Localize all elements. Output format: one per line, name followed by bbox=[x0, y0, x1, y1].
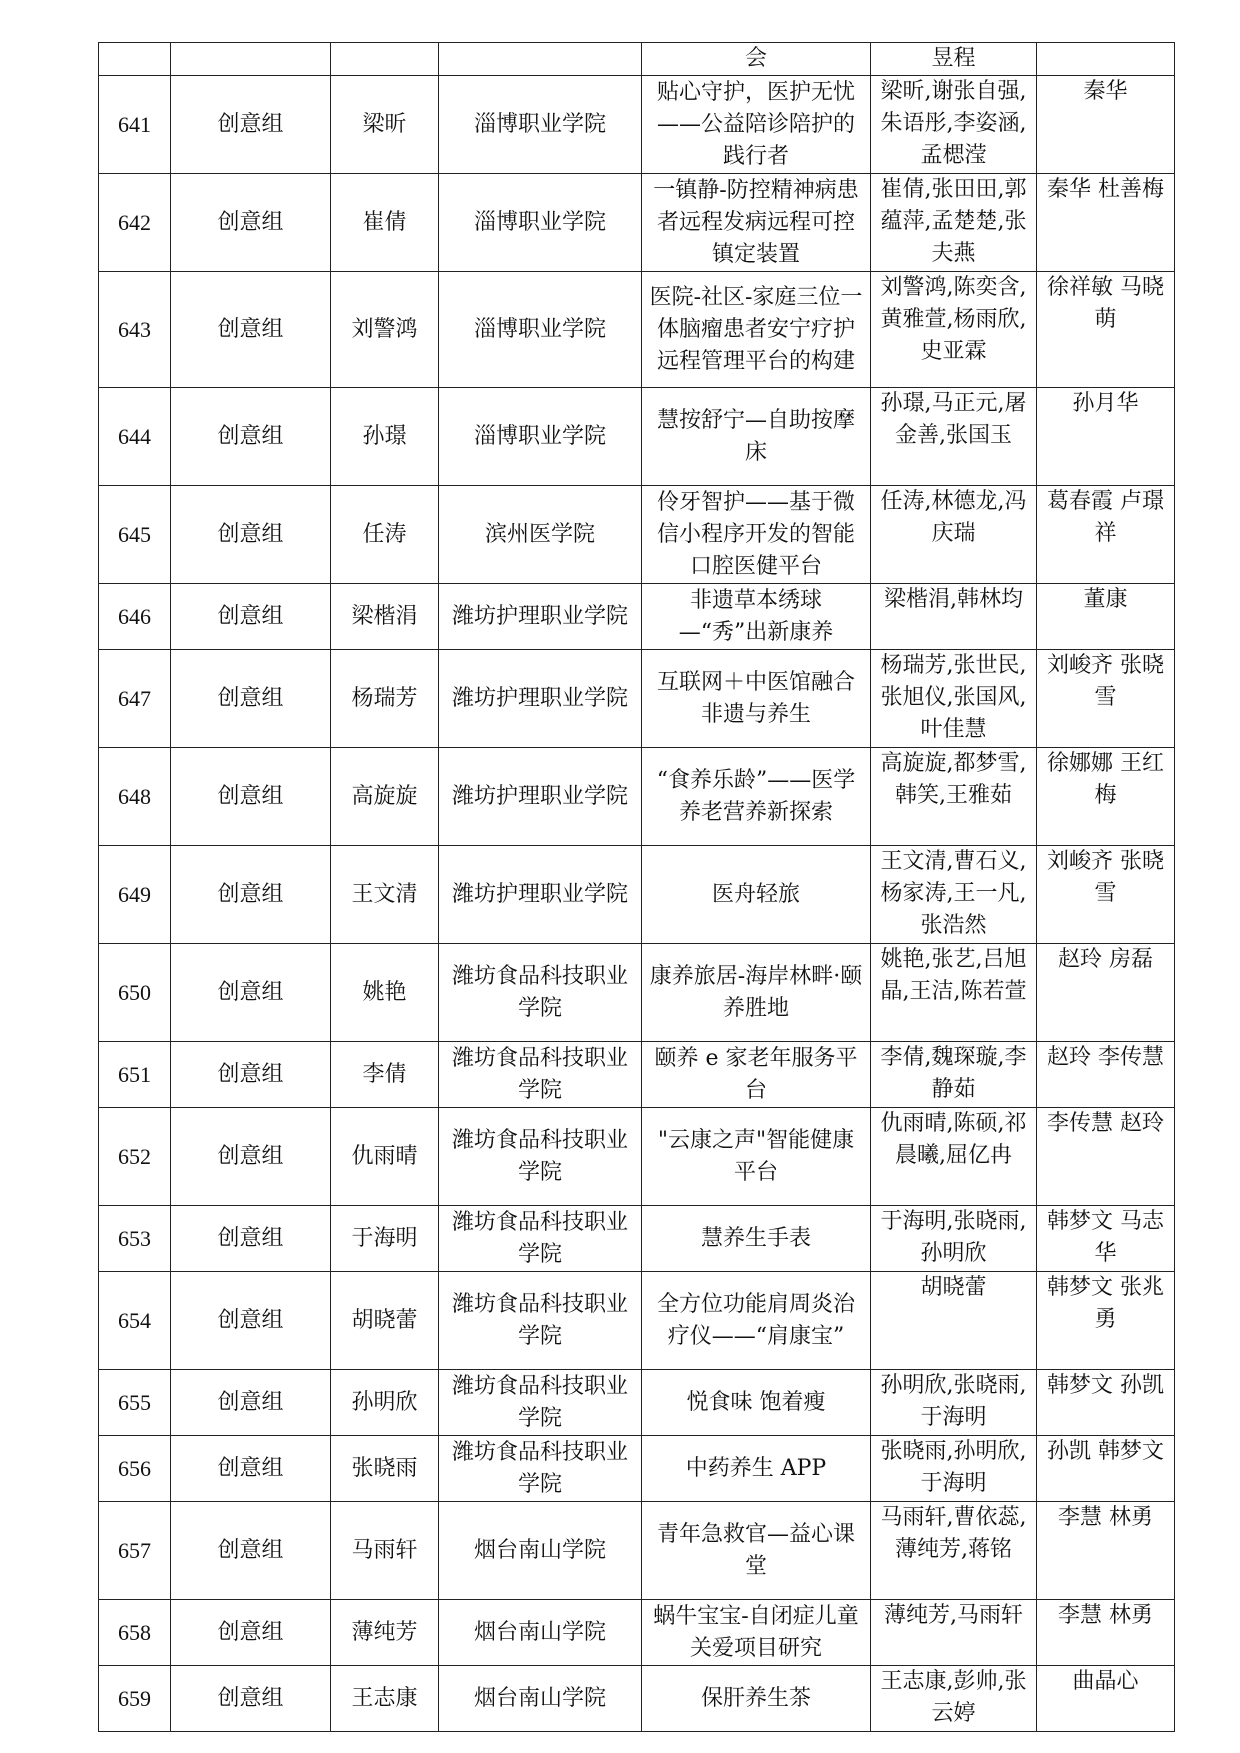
row-number-cell: 643 bbox=[99, 272, 171, 388]
leader-cell: 孙明欣 bbox=[331, 1370, 439, 1436]
school-cell: 烟台南山学院 bbox=[439, 1666, 642, 1732]
header-cell-no bbox=[99, 43, 171, 76]
table-row bbox=[99, 1042, 1175, 1108]
group-cell: 创意组 bbox=[171, 174, 331, 272]
header-row bbox=[99, 43, 1175, 76]
header-cell-advisor bbox=[1037, 43, 1175, 76]
advisor-cell: 孙凯 韩梦文 bbox=[1037, 1436, 1175, 1502]
advisor-cell: 李传慧 赵玲 bbox=[1037, 1108, 1175, 1206]
table-row bbox=[99, 1206, 1175, 1272]
school-cell: 潍坊护理职业学院 bbox=[439, 650, 642, 748]
table-row bbox=[99, 272, 1175, 388]
project-cell: "云康之声"智能健康平台 bbox=[642, 1108, 871, 1206]
advisor-cell: 韩梦文 孙凯 bbox=[1037, 1370, 1175, 1436]
school-cell: 潍坊食品科技职业学院 bbox=[439, 1042, 642, 1108]
leader-cell: 姚艳 bbox=[331, 944, 439, 1042]
school-cell: 烟台南山学院 bbox=[439, 1600, 642, 1666]
project-cell: 青年急救官—益心课堂 bbox=[642, 1502, 871, 1600]
header-cell-project: 会 bbox=[642, 43, 871, 76]
leader-cell: 李倩 bbox=[331, 1042, 439, 1108]
school-cell: 潍坊食品科技职业学院 bbox=[439, 1206, 642, 1272]
table-row bbox=[99, 1666, 1175, 1732]
advisor-cell: 秦华 杜善梅 bbox=[1037, 174, 1175, 272]
project-cell: 医院-社区-家庭三位一体脑瘤患者安宁疗护远程管理平台的构建 bbox=[642, 272, 871, 388]
school-cell: 潍坊食品科技职业学院 bbox=[439, 1272, 642, 1370]
table-row bbox=[99, 1502, 1175, 1600]
school-cell: 烟台南山学院 bbox=[439, 1502, 642, 1600]
group-cell: 创意组 bbox=[171, 1272, 331, 1370]
row-number-cell: 656 bbox=[99, 1436, 171, 1502]
project-cell: 全方位功能肩周炎治疗仪——“肩康宝” bbox=[642, 1272, 871, 1370]
group-cell: 创意组 bbox=[171, 1206, 331, 1272]
table-row bbox=[99, 1436, 1175, 1502]
school-cell: 潍坊护理职业学院 bbox=[439, 846, 642, 944]
leader-cell: 崔倩 bbox=[331, 174, 439, 272]
advisor-cell: 曲晶心 bbox=[1037, 1666, 1175, 1732]
leader-cell: 薄纯芳 bbox=[331, 1600, 439, 1666]
leader-cell: 胡晓蕾 bbox=[331, 1272, 439, 1370]
school-cell: 淄博职业学院 bbox=[439, 272, 642, 388]
project-cell: 颐养 e 家老年服务平台 bbox=[642, 1042, 871, 1108]
leader-cell: 杨瑞芳 bbox=[331, 650, 439, 748]
group-cell: 创意组 bbox=[171, 846, 331, 944]
row-number-cell: 649 bbox=[99, 846, 171, 944]
project-cell: 慧按舒宁—自助按摩床 bbox=[642, 388, 871, 486]
group-cell: 创意组 bbox=[171, 1370, 331, 1436]
project-cell: “食养乐龄”——医学养老营养新探索 bbox=[642, 748, 871, 846]
project-cell: 悦食味 饱着瘦 bbox=[642, 1370, 871, 1436]
leader-cell: 张晓雨 bbox=[331, 1436, 439, 1502]
group-cell: 创意组 bbox=[171, 1666, 331, 1732]
members-cell: 王志康,彭帅,张云婷 bbox=[871, 1666, 1037, 1732]
table-row bbox=[99, 1370, 1175, 1436]
leader-cell: 梁楷涓 bbox=[331, 584, 439, 650]
group-cell: 创意组 bbox=[171, 584, 331, 650]
table-row bbox=[99, 174, 1175, 272]
row-number-cell: 655 bbox=[99, 1370, 171, 1436]
row-number-cell: 652 bbox=[99, 1108, 171, 1206]
project-cell: 一镇静-防控精神病患者远程发病远程可控镇定装置 bbox=[642, 174, 871, 272]
members-cell: 李倩,魏琛璇,李静茹 bbox=[871, 1042, 1037, 1108]
table-row bbox=[99, 944, 1175, 1042]
school-cell: 潍坊食品科技职业学院 bbox=[439, 1108, 642, 1206]
advisor-cell: 徐娜娜 王红梅 bbox=[1037, 748, 1175, 846]
row-number-cell: 647 bbox=[99, 650, 171, 748]
row-number-cell: 657 bbox=[99, 1502, 171, 1600]
project-cell: 保肝养生茶 bbox=[642, 1666, 871, 1732]
school-cell: 淄博职业学院 bbox=[439, 388, 642, 486]
table-body bbox=[99, 43, 1175, 1732]
award-list-table bbox=[98, 42, 1175, 1732]
school-cell: 淄博职业学院 bbox=[439, 76, 642, 174]
advisor-cell: 葛春霞 卢璟祥 bbox=[1037, 486, 1175, 584]
group-cell: 创意组 bbox=[171, 650, 331, 748]
row-number-cell: 651 bbox=[99, 1042, 171, 1108]
school-cell: 潍坊食品科技职业学院 bbox=[439, 1370, 642, 1436]
header-cell-group bbox=[171, 43, 331, 76]
leader-cell: 王文清 bbox=[331, 846, 439, 944]
members-cell: 仇雨晴,陈硕,祁晨曦,屈亿冉 bbox=[871, 1108, 1037, 1206]
leader-cell: 于海明 bbox=[331, 1206, 439, 1272]
members-cell: 张晓雨,孙明欣,于海明 bbox=[871, 1436, 1037, 1502]
advisor-cell: 刘峻齐 张晓雪 bbox=[1037, 650, 1175, 748]
group-cell: 创意组 bbox=[171, 1436, 331, 1502]
table-row bbox=[99, 650, 1175, 748]
advisor-cell: 赵玲 房磊 bbox=[1037, 944, 1175, 1042]
members-cell: 梁楷涓,韩林均 bbox=[871, 584, 1037, 650]
table-row bbox=[99, 1600, 1175, 1666]
advisor-cell: 孙月华 bbox=[1037, 388, 1175, 486]
members-cell: 高旋旋,都梦雪,韩笑,王雅茹 bbox=[871, 748, 1037, 846]
advisor-cell: 刘峻齐 张晓雪 bbox=[1037, 846, 1175, 944]
members-cell: 马雨轩,曹依蕊,薄纯芳,蒋铭 bbox=[871, 1502, 1037, 1600]
advisor-cell: 韩梦文 马志华 bbox=[1037, 1206, 1175, 1272]
project-cell: 中药养生 APP bbox=[642, 1436, 871, 1502]
members-cell: 梁昕,谢张自强,朱语彤,李姿涵,孟楒滢 bbox=[871, 76, 1037, 174]
group-cell: 创意组 bbox=[171, 272, 331, 388]
project-cell: 伶牙智护——基于微信小程序开发的智能口腔医健平台 bbox=[642, 486, 871, 584]
row-number-cell: 659 bbox=[99, 1666, 171, 1732]
row-number-cell: 642 bbox=[99, 174, 171, 272]
school-cell: 潍坊护理职业学院 bbox=[439, 748, 642, 846]
school-cell: 潍坊食品科技职业学院 bbox=[439, 944, 642, 1042]
row-number-cell: 645 bbox=[99, 486, 171, 584]
school-cell: 淄博职业学院 bbox=[439, 174, 642, 272]
row-number-cell: 644 bbox=[99, 388, 171, 486]
school-cell: 滨州医学院 bbox=[439, 486, 642, 584]
row-number-cell: 658 bbox=[99, 1600, 171, 1666]
advisor-cell: 秦华 bbox=[1037, 76, 1175, 174]
project-cell: 慧养生手表 bbox=[642, 1206, 871, 1272]
leader-cell: 仇雨晴 bbox=[331, 1108, 439, 1206]
row-number-cell: 653 bbox=[99, 1206, 171, 1272]
leader-cell: 王志康 bbox=[331, 1666, 439, 1732]
advisor-cell: 徐祥敏 马晓萌 bbox=[1037, 272, 1175, 388]
group-cell: 创意组 bbox=[171, 1042, 331, 1108]
advisor-cell: 董康 bbox=[1037, 584, 1175, 650]
table-row bbox=[99, 748, 1175, 846]
row-number-cell: 641 bbox=[99, 76, 171, 174]
members-cell: 薄纯芳,马雨轩 bbox=[871, 1600, 1037, 1666]
group-cell: 创意组 bbox=[171, 486, 331, 584]
project-cell: 医舟轻旅 bbox=[642, 846, 871, 944]
group-cell: 创意组 bbox=[171, 388, 331, 486]
members-cell: 孙明欣,张晓雨,于海明 bbox=[871, 1370, 1037, 1436]
members-cell: 崔倩,张田田,郭蕴萍,孟楚楚,张夫燕 bbox=[871, 174, 1037, 272]
members-cell: 胡晓蕾 bbox=[871, 1272, 1037, 1370]
header-cell-leader bbox=[331, 43, 439, 76]
group-cell: 创意组 bbox=[171, 1108, 331, 1206]
members-cell: 任涛,林德龙,冯庆瑞 bbox=[871, 486, 1037, 584]
group-cell: 创意组 bbox=[171, 1502, 331, 1600]
project-cell: 蜗牛宝宝-自闭症儿童关爱项目研究 bbox=[642, 1600, 871, 1666]
group-cell: 创意组 bbox=[171, 944, 331, 1042]
leader-cell: 任涛 bbox=[331, 486, 439, 584]
advisor-cell: 韩梦文 张兆勇 bbox=[1037, 1272, 1175, 1370]
advisor-cell: 李慧 林勇 bbox=[1037, 1502, 1175, 1600]
table-row bbox=[99, 1272, 1175, 1370]
project-cell: 贴心守护，医护无忧——公益陪诊陪护的践行者 bbox=[642, 76, 871, 174]
group-cell: 创意组 bbox=[171, 748, 331, 846]
members-cell: 杨瑞芳,张世民,张旭仪,张国风,叶佳慧 bbox=[871, 650, 1037, 748]
members-cell: 王文清,曹石义,杨家涛,王一凡,张浩然 bbox=[871, 846, 1037, 944]
table-row bbox=[99, 486, 1175, 584]
leader-cell: 高旋旋 bbox=[331, 748, 439, 846]
members-cell: 姚艳,张艺,吕旭晶,王洁,陈若萱 bbox=[871, 944, 1037, 1042]
table-row bbox=[99, 584, 1175, 650]
project-cell: 非遗草本绣球—“秀”出新康养 bbox=[642, 584, 871, 650]
leader-cell: 梁昕 bbox=[331, 76, 439, 174]
table-row bbox=[99, 76, 1175, 174]
row-number-cell: 650 bbox=[99, 944, 171, 1042]
group-cell: 创意组 bbox=[171, 76, 331, 174]
group-cell: 创意组 bbox=[171, 1600, 331, 1666]
table-row bbox=[99, 1108, 1175, 1206]
row-number-cell: 646 bbox=[99, 584, 171, 650]
leader-cell: 刘警鸿 bbox=[331, 272, 439, 388]
school-cell: 潍坊食品科技职业学院 bbox=[439, 1436, 642, 1502]
school-cell: 潍坊护理职业学院 bbox=[439, 584, 642, 650]
project-cell: 康养旅居-海岸林畔·颐养胜地 bbox=[642, 944, 871, 1042]
table-row bbox=[99, 388, 1175, 486]
row-number-cell: 648 bbox=[99, 748, 171, 846]
header-cell-school bbox=[439, 43, 642, 76]
leader-cell: 孙璟 bbox=[331, 388, 439, 486]
header-cell-members: 昱程 bbox=[871, 43, 1037, 76]
members-cell: 于海明,张晓雨,孙明欣 bbox=[871, 1206, 1037, 1272]
advisor-cell: 赵玲 李传慧 bbox=[1037, 1042, 1175, 1108]
table-row bbox=[99, 846, 1175, 944]
leader-cell: 马雨轩 bbox=[331, 1502, 439, 1600]
members-cell: 刘警鸿,陈奕含,黄雅萱,杨雨欣,史亚霖 bbox=[871, 272, 1037, 388]
members-cell: 孙璟,马正元,屠金善,张国玉 bbox=[871, 388, 1037, 486]
row-number-cell: 654 bbox=[99, 1272, 171, 1370]
advisor-cell: 李慧 林勇 bbox=[1037, 1600, 1175, 1666]
project-cell: 互联网＋中医馆融合非遗与养生 bbox=[642, 650, 871, 748]
